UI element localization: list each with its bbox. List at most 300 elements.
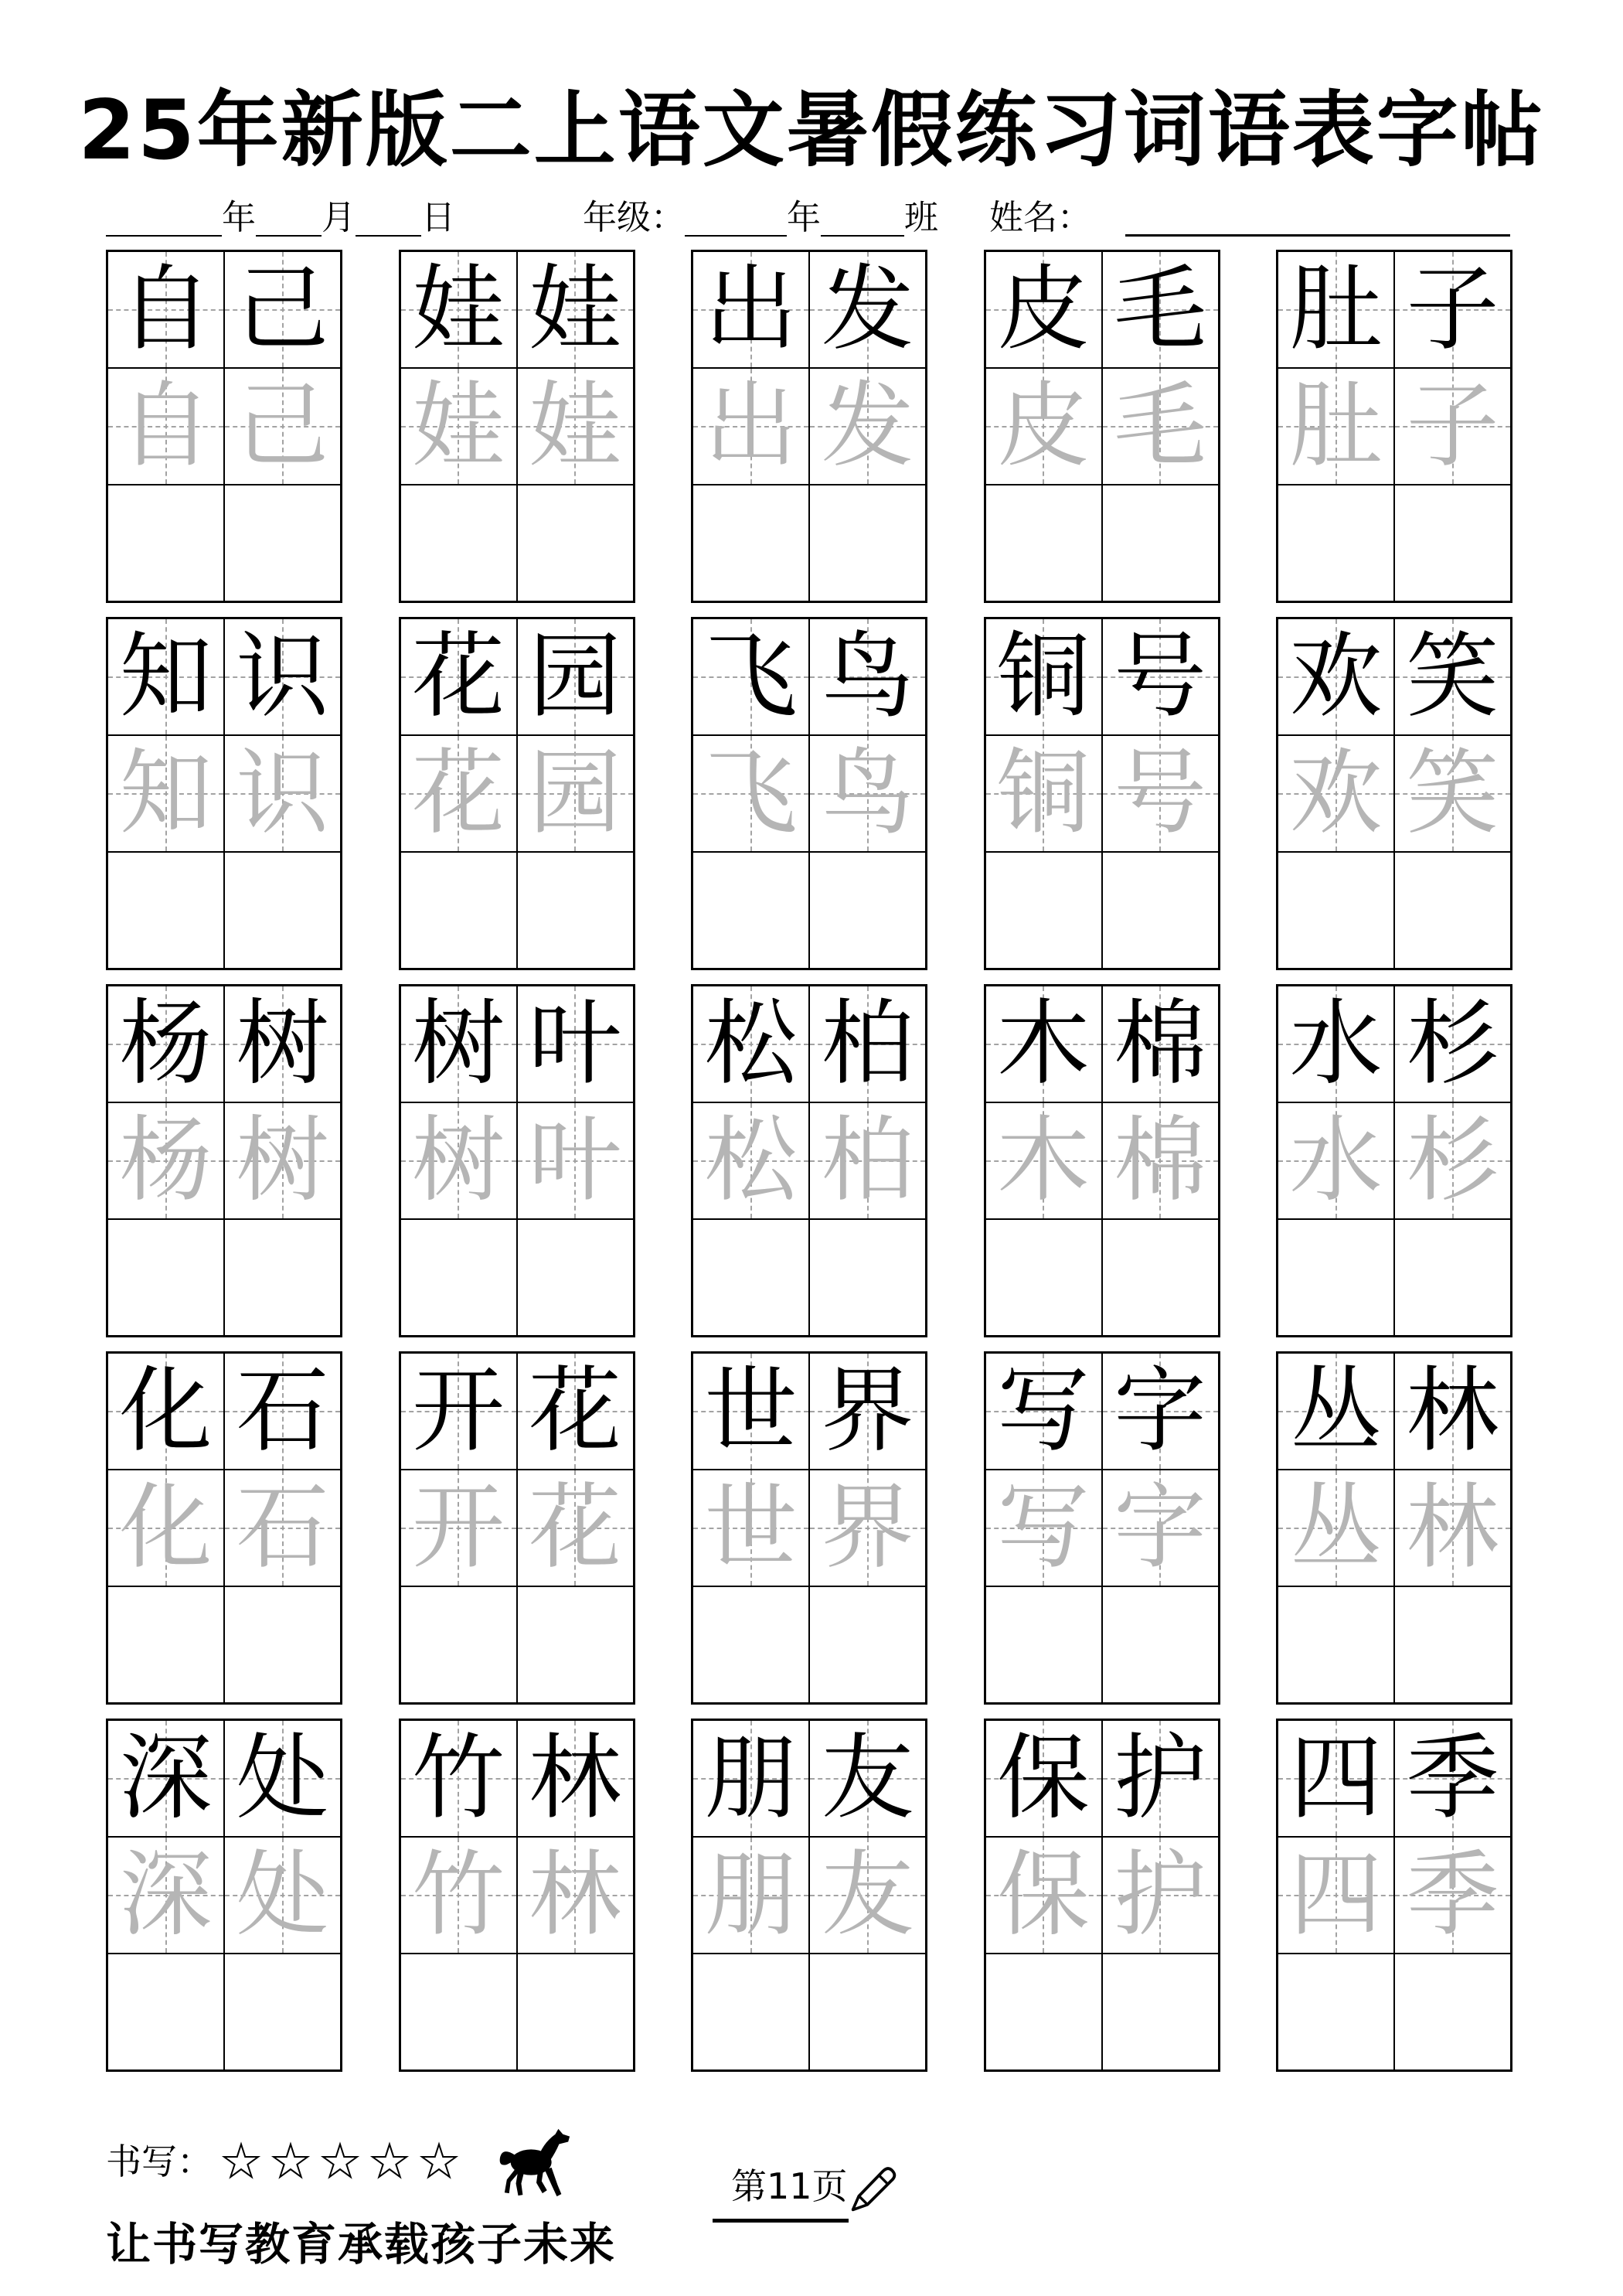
write-cell — [693, 1587, 808, 1702]
model-hanzi: 开 — [412, 1357, 505, 1465]
model-char-cell — [1278, 1721, 1393, 1836]
write-cell — [1395, 1954, 1510, 2069]
model-char-cell — [108, 1354, 223, 1469]
write-cell — [693, 1954, 808, 2069]
model-char-cell — [693, 986, 808, 1102]
word-block — [399, 617, 635, 970]
word-block — [984, 1351, 1220, 1705]
write-cell — [108, 1954, 223, 2069]
trace-hanzi: 发 — [821, 372, 914, 480]
model-hanzi: 铜 — [997, 622, 1090, 731]
model-char-cell — [108, 252, 223, 367]
model-char-cell — [401, 986, 516, 1102]
trace-char-cell — [810, 369, 925, 484]
trace-hanzi: 竹 — [412, 1841, 505, 1949]
trace-char-cell — [1395, 1103, 1510, 1218]
pen-icon — [847, 2165, 898, 2216]
word-block — [399, 1351, 635, 1705]
trace-hanzi: 自 — [119, 372, 213, 480]
trace-char-cell — [1395, 369, 1510, 484]
trace-char-cell — [1103, 369, 1218, 484]
word-block — [1276, 1351, 1512, 1705]
model-char-cell — [225, 986, 340, 1102]
model-char-cell — [810, 986, 925, 1102]
model-char-cell — [1103, 619, 1218, 734]
grade-year-blank — [685, 198, 787, 237]
write-cell — [225, 1220, 340, 1335]
trace-hanzi: 皮 — [997, 372, 1090, 480]
model-hanzi: 杉 — [1406, 990, 1499, 1098]
word-practice-grid — [106, 250, 1512, 2072]
model-char-cell — [108, 1721, 223, 1836]
write-cell — [108, 853, 223, 968]
trace-char-cell — [1103, 1103, 1218, 1218]
model-char-cell — [225, 1721, 340, 1836]
model-char-cell — [1395, 1354, 1510, 1469]
model-hanzi: 季 — [1406, 1724, 1499, 1832]
trace-char-cell — [225, 1470, 340, 1586]
model-char-cell — [1103, 252, 1218, 367]
model-char-cell — [225, 1354, 340, 1469]
grade-class-blank — [821, 198, 904, 237]
model-char-cell — [401, 1721, 516, 1836]
trace-char-cell — [108, 736, 223, 851]
model-hanzi: 水 — [1289, 990, 1383, 1098]
write-cell — [1103, 853, 1218, 968]
trace-hanzi: 肚 — [1289, 372, 1383, 480]
model-hanzi: 欢 — [1289, 622, 1383, 731]
trace-hanzi: 铜 — [997, 739, 1090, 847]
write-cell — [1103, 1587, 1218, 1702]
name-blank — [1125, 197, 1510, 237]
model-char-cell — [108, 986, 223, 1102]
trace-char-cell — [108, 1838, 223, 1953]
model-hanzi: 深 — [119, 1724, 213, 1832]
trace-hanzi: 界 — [821, 1473, 914, 1582]
trace-char-cell — [810, 1470, 925, 1586]
model-hanzi: 飞 — [704, 622, 798, 731]
model-hanzi: 花 — [412, 622, 505, 731]
page-title: 25年新版二上语文暑假练习词语表字帖 — [78, 83, 1545, 178]
trace-char-cell — [810, 1838, 925, 1953]
write-cell — [518, 1587, 633, 1702]
trace-char-cell — [518, 1103, 633, 1218]
slogan-text: 让书写教育承载孩子未来 — [106, 2218, 617, 2270]
model-char-cell — [225, 619, 340, 734]
model-char-cell — [693, 1354, 808, 1469]
trace-hanzi: 树 — [236, 1106, 329, 1214]
word-block — [984, 1719, 1220, 2072]
trace-char-cell — [108, 1103, 223, 1218]
rating-stars: ☆☆☆☆☆ — [220, 2138, 468, 2186]
model-char-cell — [518, 1721, 633, 1836]
trace-hanzi: 知 — [119, 739, 213, 847]
model-hanzi: 自 — [119, 255, 213, 363]
trace-hanzi: 杉 — [1406, 1106, 1499, 1214]
trace-char-cell — [401, 1470, 516, 1586]
write-cell — [518, 1220, 633, 1335]
trace-hanzi: 处 — [236, 1841, 329, 1949]
model-hanzi: 四 — [1289, 1724, 1383, 1832]
horse-icon — [492, 2124, 583, 2200]
write-cell — [401, 1220, 516, 1335]
model-hanzi: 树 — [412, 990, 505, 1098]
word-block — [691, 984, 927, 1337]
model-char-cell — [1103, 1721, 1218, 1836]
model-char-cell — [518, 619, 633, 734]
model-char-cell — [108, 619, 223, 734]
model-char-cell — [401, 619, 516, 734]
word-block — [984, 984, 1220, 1337]
model-hanzi: 世 — [704, 1357, 798, 1465]
model-char-cell — [1103, 1354, 1218, 1469]
write-cell — [986, 1220, 1101, 1335]
word-block — [399, 984, 635, 1337]
word-block — [984, 617, 1220, 970]
day-label: 日 — [421, 197, 455, 237]
trace-hanzi: 子 — [1406, 372, 1499, 480]
model-hanzi: 木 — [997, 990, 1090, 1098]
trace-hanzi: 写 — [997, 1473, 1090, 1582]
trace-char-cell — [1278, 1470, 1393, 1586]
write-cell — [986, 1954, 1101, 2069]
model-hanzi: 化 — [119, 1357, 213, 1465]
write-cell — [1103, 485, 1218, 601]
trace-char-cell — [693, 1470, 808, 1586]
trace-hanzi: 树 — [412, 1106, 505, 1214]
word-block — [106, 617, 342, 970]
model-char-cell — [401, 252, 516, 367]
word-block — [984, 250, 1220, 603]
model-hanzi: 己 — [236, 255, 329, 363]
write-cell — [225, 1587, 340, 1702]
model-hanzi: 子 — [1406, 255, 1499, 363]
word-block — [106, 1719, 342, 2072]
write-cell — [108, 1220, 223, 1335]
write-cell — [810, 485, 925, 601]
word-block — [399, 1719, 635, 2072]
model-char-cell — [1278, 1354, 1393, 1469]
model-char-cell — [401, 1354, 516, 1469]
write-cell — [1395, 1220, 1510, 1335]
trace-char-cell — [1103, 1470, 1218, 1586]
word-block — [691, 250, 927, 603]
trace-hanzi: 柏 — [821, 1106, 914, 1214]
date-year-blank — [106, 198, 222, 237]
model-char-cell — [1395, 986, 1510, 1102]
trace-hanzi: 叶 — [529, 1106, 621, 1214]
model-hanzi: 知 — [119, 622, 213, 731]
model-char-cell — [1395, 1721, 1510, 1836]
year-label: 年 — [222, 197, 256, 237]
model-hanzi: 处 — [236, 1724, 329, 1832]
trace-hanzi: 字 — [1114, 1473, 1206, 1582]
trace-hanzi: 出 — [704, 372, 798, 480]
model-hanzi: 朋 — [704, 1724, 798, 1832]
write-cell — [401, 1587, 516, 1702]
model-char-cell — [518, 986, 633, 1102]
model-hanzi: 肚 — [1289, 255, 1383, 363]
month-label: 月 — [322, 197, 356, 237]
model-hanzi: 石 — [236, 1357, 329, 1465]
write-cell — [986, 1587, 1101, 1702]
write-cell — [810, 1954, 925, 2069]
write-cell — [225, 485, 340, 601]
write-cell — [693, 485, 808, 601]
write-cell — [1278, 853, 1393, 968]
write-cell — [401, 1954, 516, 2069]
model-hanzi: 花 — [529, 1357, 621, 1465]
trace-hanzi: 娃 — [412, 372, 505, 480]
write-cell — [986, 485, 1101, 601]
trace-hanzi: 号 — [1114, 739, 1206, 847]
trace-char-cell — [401, 1838, 516, 1953]
write-cell — [225, 1954, 340, 2069]
model-hanzi: 写 — [997, 1357, 1090, 1465]
trace-char-cell — [810, 1103, 925, 1218]
trace-char-cell — [1278, 1103, 1393, 1218]
trace-char-cell — [518, 736, 633, 851]
write-cell — [225, 853, 340, 968]
trace-char-cell — [810, 736, 925, 851]
model-char-cell — [1103, 986, 1218, 1102]
model-char-cell — [693, 619, 808, 734]
trace-char-cell — [401, 736, 516, 851]
model-hanzi: 发 — [821, 255, 914, 363]
write-cell — [1278, 1954, 1393, 2069]
model-hanzi: 丛 — [1289, 1357, 1383, 1465]
trace-char-cell — [986, 1103, 1101, 1218]
write-cell — [1278, 1587, 1393, 1702]
trace-char-cell — [401, 369, 516, 484]
trace-char-cell — [225, 1838, 340, 1953]
write-cell — [401, 485, 516, 601]
trace-hanzi: 保 — [997, 1841, 1090, 1949]
write-cell — [108, 1587, 223, 1702]
trace-hanzi: 鸟 — [821, 739, 914, 847]
trace-hanzi: 园 — [529, 739, 621, 847]
trace-hanzi: 世 — [704, 1473, 798, 1582]
write-cell — [1103, 1954, 1218, 2069]
word-block — [1276, 1719, 1512, 2072]
trace-hanzi: 欢 — [1289, 739, 1383, 847]
page-number-underline — [713, 2219, 849, 2223]
model-hanzi: 笑 — [1406, 622, 1499, 731]
trace-char-cell — [986, 1470, 1101, 1586]
header-fill-in-line — [106, 193, 1510, 237]
model-char-cell — [810, 619, 925, 734]
trace-hanzi: 朋 — [704, 1841, 798, 1949]
trace-char-cell — [108, 369, 223, 484]
model-char-cell — [810, 1721, 925, 1836]
trace-hanzi: 水 — [1289, 1106, 1383, 1214]
model-char-cell — [518, 252, 633, 367]
trace-hanzi: 友 — [821, 1841, 914, 1949]
model-char-cell — [693, 252, 808, 367]
model-hanzi: 叶 — [529, 990, 621, 1098]
trace-hanzi: 己 — [236, 372, 329, 480]
word-block — [691, 1351, 927, 1705]
model-hanzi: 杨 — [119, 990, 213, 1098]
trace-hanzi: 深 — [119, 1841, 213, 1949]
write-cell — [810, 1220, 925, 1335]
model-char-cell — [1278, 986, 1393, 1102]
write-cell — [1395, 485, 1510, 601]
trace-hanzi: 笑 — [1406, 739, 1499, 847]
trace-hanzi: 花 — [529, 1473, 621, 1582]
write-cell — [810, 1587, 925, 1702]
model-hanzi: 娃 — [529, 255, 621, 363]
trace-char-cell — [1278, 736, 1393, 851]
trace-char-cell — [1395, 1838, 1510, 1953]
trace-char-cell — [693, 1838, 808, 1953]
write-cell — [518, 853, 633, 968]
write-cell — [108, 485, 223, 601]
model-hanzi: 园 — [529, 622, 621, 731]
trace-char-cell — [518, 1838, 633, 1953]
trace-hanzi: 松 — [704, 1106, 798, 1214]
model-hanzi: 柏 — [821, 990, 914, 1098]
grade-label: 年级： — [583, 197, 685, 237]
word-block — [691, 1719, 927, 2072]
trace-hanzi: 木 — [997, 1106, 1090, 1214]
trace-char-cell — [225, 736, 340, 851]
handwriting-rating-line — [106, 2129, 468, 2189]
write-cell — [986, 853, 1101, 968]
model-hanzi: 娃 — [412, 255, 505, 363]
model-char-cell — [1278, 619, 1393, 734]
trace-char-cell — [1278, 1838, 1393, 1953]
model-char-cell — [810, 252, 925, 367]
word-block — [399, 250, 635, 603]
model-hanzi: 识 — [236, 622, 329, 731]
trace-hanzi: 娃 — [529, 372, 621, 480]
trace-hanzi: 开 — [412, 1473, 505, 1582]
trace-hanzi: 护 — [1114, 1841, 1206, 1949]
model-hanzi: 字 — [1114, 1357, 1206, 1465]
trace-char-cell — [518, 1470, 633, 1586]
write-cell — [401, 853, 516, 968]
page-number-area — [713, 2158, 906, 2223]
trace-char-cell — [1395, 1470, 1510, 1586]
date-month-blank — [256, 198, 322, 237]
trace-char-cell — [986, 736, 1101, 851]
model-hanzi: 护 — [1114, 1724, 1206, 1832]
write-cell — [693, 1220, 808, 1335]
word-block — [106, 984, 342, 1337]
model-char-cell — [986, 1721, 1101, 1836]
write-cell — [1103, 1220, 1218, 1335]
word-block — [691, 617, 927, 970]
model-char-cell — [986, 619, 1101, 734]
class-label: 班 — [904, 197, 938, 237]
name-label: 姓名： — [989, 197, 1091, 237]
write-cell — [518, 1954, 633, 2069]
trace-hanzi: 杨 — [119, 1106, 213, 1214]
trace-char-cell — [225, 369, 340, 484]
trace-char-cell — [693, 1103, 808, 1218]
trace-hanzi: 棉 — [1114, 1106, 1206, 1214]
trace-hanzi: 四 — [1289, 1841, 1383, 1949]
word-block — [106, 250, 342, 603]
trace-hanzi: 季 — [1406, 1841, 1499, 1949]
trace-hanzi: 毛 — [1114, 372, 1206, 480]
trace-char-cell — [986, 369, 1101, 484]
model-hanzi: 皮 — [997, 255, 1090, 363]
write-cell — [1395, 1587, 1510, 1702]
model-hanzi: 友 — [821, 1724, 914, 1832]
trace-hanzi: 识 — [236, 739, 329, 847]
page-number: 第11页 — [731, 2165, 848, 2207]
model-hanzi: 树 — [236, 990, 329, 1098]
model-hanzi: 毛 — [1114, 255, 1206, 363]
trace-char-cell — [401, 1103, 516, 1218]
word-block — [1276, 617, 1512, 970]
model-hanzi: 松 — [704, 990, 798, 1098]
write-cell — [693, 853, 808, 968]
trace-hanzi: 林 — [1406, 1473, 1499, 1582]
write-cell — [1278, 485, 1393, 601]
trace-char-cell — [1103, 736, 1218, 851]
trace-char-cell — [518, 369, 633, 484]
trace-hanzi: 花 — [412, 739, 505, 847]
trace-char-cell — [108, 1470, 223, 1586]
write-cell — [1395, 853, 1510, 968]
model-char-cell — [225, 252, 340, 367]
trace-char-cell — [225, 1103, 340, 1218]
model-hanzi: 鸟 — [821, 622, 914, 731]
write-cell — [1278, 1220, 1393, 1335]
trace-hanzi: 林 — [529, 1841, 621, 1949]
trace-hanzi: 化 — [119, 1473, 213, 1582]
model-char-cell — [810, 1354, 925, 1469]
trace-hanzi: 石 — [236, 1473, 329, 1582]
trace-char-cell — [693, 736, 808, 851]
write-cell — [810, 853, 925, 968]
model-hanzi: 林 — [529, 1724, 621, 1832]
model-char-cell — [986, 1354, 1101, 1469]
trace-char-cell — [693, 369, 808, 484]
date-day-blank — [356, 198, 421, 237]
model-hanzi: 林 — [1406, 1357, 1499, 1465]
rating-label: 书写： — [106, 2140, 213, 2182]
trace-char-cell — [1395, 736, 1510, 851]
model-char-cell — [693, 1721, 808, 1836]
write-cell — [518, 485, 633, 601]
model-hanzi: 棉 — [1114, 990, 1206, 1098]
model-char-cell — [1278, 252, 1393, 367]
word-block — [106, 1351, 342, 1705]
model-char-cell — [1395, 252, 1510, 367]
model-char-cell — [518, 1354, 633, 1469]
model-hanzi: 号 — [1114, 622, 1206, 731]
grade-year-label: 年 — [787, 197, 821, 237]
word-block — [1276, 250, 1512, 603]
model-char-cell — [1395, 619, 1510, 734]
trace-char-cell — [1278, 369, 1393, 484]
word-block — [1276, 984, 1512, 1337]
model-hanzi: 竹 — [412, 1724, 505, 1832]
model-hanzi: 保 — [997, 1724, 1090, 1832]
model-char-cell — [986, 986, 1101, 1102]
trace-hanzi: 飞 — [704, 739, 798, 847]
trace-hanzi: 丛 — [1289, 1473, 1383, 1582]
model-hanzi: 出 — [704, 255, 798, 363]
model-hanzi: 界 — [821, 1357, 914, 1465]
model-char-cell — [986, 252, 1101, 367]
trace-char-cell — [986, 1838, 1101, 1953]
trace-char-cell — [1103, 1838, 1218, 1953]
